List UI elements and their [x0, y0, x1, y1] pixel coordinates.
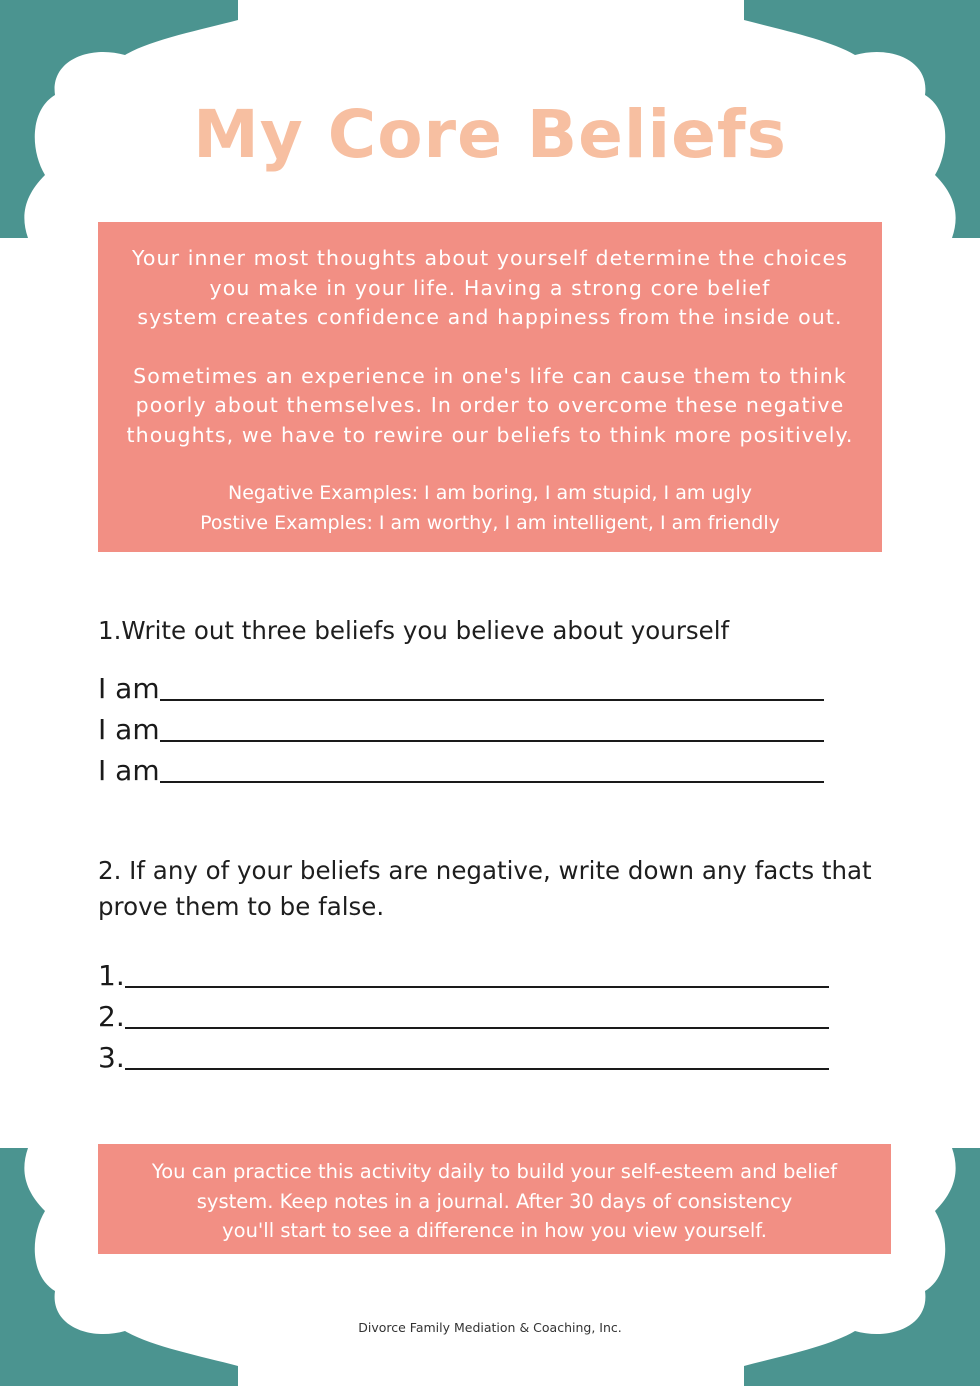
answer-line[interactable] — [98, 709, 858, 750]
answer-line-label: 3. — [98, 1041, 125, 1074]
answer-rule — [160, 781, 824, 783]
question-2-prompt: 2. If any of your beliefs are negative, write down any facts that prove them to be false. — [98, 856, 872, 921]
answer-rule — [125, 986, 829, 988]
answer-line-label: I am — [98, 713, 160, 746]
answer-line-label: I am — [98, 672, 160, 705]
intro-paragraph-1: Your inner most thoughts about yourself determine the choices you make in your life. Having a strong core belief system creates confidence and happiness from the inside out. — [131, 246, 848, 329]
outro-box: You can practice this activity daily to build your self-esteem and belief system. Keep notes in a journal. After 30 days of consistency you'll start to see a difference in how you view yourself. — [98, 1144, 891, 1254]
intro-box — [98, 222, 882, 552]
answer-rule — [125, 1027, 829, 1029]
negative-examples: Negative Examples: I am boring, I am stupid, I am ugly — [227, 482, 753, 504]
question-1-prompt: 1.Write out three beliefs you believe about yourself — [98, 616, 730, 645]
page-title: My Core Beliefs — [193, 96, 787, 173]
question-2-answers — [98, 955, 858, 1078]
answer-line[interactable] — [98, 750, 858, 791]
answer-line[interactable] — [98, 996, 858, 1037]
intro-paragraph-2: Sometimes an experience in one's life can cause them to think poorly about themselves. In order to overcome these negative thoughts, we have to rewire our beliefs to think more positively. — [126, 363, 854, 447]
answer-line[interactable] — [98, 668, 858, 709]
question-1-answers — [98, 668, 858, 791]
positive-examples: Postive Examples: I am worthy, I am intelligent, I am friendly — [200, 511, 780, 534]
footer-credit: Divorce Family Mediation & Coaching, Inc. — [358, 1320, 622, 1335]
answer-rule — [125, 1068, 829, 1070]
answer-rule — [160, 699, 824, 701]
answer-line-label: 2. — [98, 1000, 125, 1033]
answer-line-label: 1. — [98, 959, 125, 992]
answer-line[interactable] — [98, 955, 858, 996]
examples — [98, 479, 882, 538]
answer-rule — [160, 740, 824, 742]
answer-line[interactable] — [98, 1037, 858, 1078]
answer-line-label: I am — [98, 754, 160, 787]
